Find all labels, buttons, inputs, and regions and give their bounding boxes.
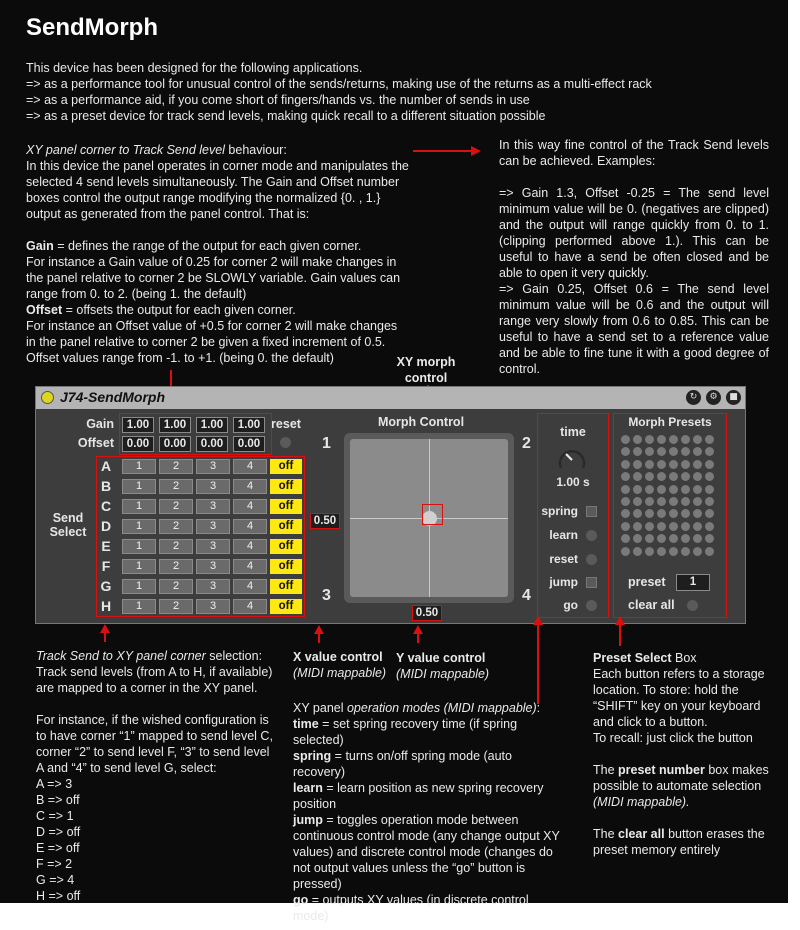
preset-slot-button[interactable] (633, 497, 642, 506)
preset-slot-button[interactable] (633, 534, 642, 543)
preset-slot-button[interactable] (705, 509, 714, 518)
mapping-line: H => off (36, 889, 81, 903)
preset-number-post: box makes possible to automate selection (593, 763, 769, 793)
right-example-1: => Gain 1.3, Offset -0.25 = The send level minimum value will be 0. (negatives are clipped) and the output will range quickly from 0. to 1. (clipping performed above 1.). This can be useful to have a send be often closed and be able to open it very quickly. (499, 186, 769, 280)
time-value: 1.00 s (556, 475, 590, 489)
preset-select-explanation (593, 650, 773, 858)
mode-key: jump (293, 813, 323, 827)
intro-line: => as a preset device for track send levels, making quick recall to a different situation possible (26, 109, 546, 123)
offset-box-3[interactable]: 0.00 (196, 436, 228, 452)
preset-slot-button[interactable] (645, 472, 654, 481)
preset-slot-button[interactable] (693, 447, 702, 456)
y-value-caption (396, 650, 506, 682)
preset-slot-button[interactable] (681, 522, 690, 531)
left-explanation (26, 142, 410, 366)
morph-presets-title: Morph Presets (628, 415, 712, 429)
preset-number-bold: preset number (618, 763, 705, 777)
preset-slot-button[interactable] (633, 485, 642, 494)
annotation-line (417, 633, 419, 643)
send-corner-button[interactable]: 2 (159, 539, 193, 554)
send-corner-button[interactable]: 2 (159, 459, 193, 474)
corner-1-label: 1 (322, 435, 331, 452)
send-corner-button[interactable]: 2 (159, 499, 193, 514)
preset-slot-button[interactable] (657, 497, 666, 506)
preset-slot-button[interactable] (645, 447, 654, 456)
preset-slot-button[interactable] (693, 522, 702, 531)
gain-box-4[interactable]: 1.00 (233, 417, 265, 433)
x-value-caption-sub: (MIDI mappable) (293, 666, 387, 680)
reset-label: reset (271, 417, 301, 431)
left-heading-italic: XY panel corner to Track Send level (26, 143, 225, 157)
corner-2-label: 2 (522, 435, 531, 452)
learn-label: learn (549, 528, 578, 542)
preset-slot-button[interactable] (657, 435, 666, 444)
preset-slot-button[interactable] (621, 447, 630, 456)
offset-box-2[interactable]: 0.00 (159, 436, 191, 452)
mapping-line: F => 2 (36, 857, 73, 871)
preset-slot-button[interactable] (621, 509, 630, 518)
send-corner-button[interactable]: 2 (159, 559, 193, 574)
send-row-label: E (101, 538, 111, 554)
preset-slot-button[interactable] (669, 509, 678, 518)
morph-control-title: Morph Control (377, 415, 465, 429)
track-send-rest: selection: (205, 649, 263, 663)
preset-slot-button[interactable] (693, 472, 702, 481)
mapping-line: E => off (36, 841, 80, 855)
clear-all-pre: The (593, 827, 619, 841)
right-example-2: => Gain 0.25, Offset 0.6 = The send level minimum value will be 0.6 and the output will range very slowly from 0.6 to 0.85. This can be useful to have a send set to a reference value and be able to fine tune it with a good degree of control. (499, 282, 769, 376)
preset-number-pre: The (593, 763, 619, 777)
time-label: time (560, 425, 586, 439)
gain-box-3[interactable]: 1.00 (196, 417, 228, 433)
sync-icon[interactable]: ⚙ (706, 390, 721, 405)
preset-slot-button[interactable] (621, 485, 630, 494)
clear-all-label: clear all (628, 598, 675, 612)
mapping-line: A => 3 (36, 777, 73, 791)
annotation-line (537, 624, 539, 704)
go-label: go (563, 598, 578, 612)
preset-slot-button[interactable] (681, 435, 690, 444)
preset-slot-button[interactable] (621, 472, 630, 481)
xy-morph-label-line1: XY morph (396, 355, 456, 369)
offset-label: Offset (77, 436, 114, 450)
offset-para: For instance an Offset value of +0.5 for corner 2 will make changes in the panel relative to corner 2 be given a fixed increment of 0.5. Offset values range from -1. to +1. (being 0. the default) (26, 319, 398, 365)
preset-slot-button[interactable] (633, 435, 642, 444)
preset-slot-button[interactable] (669, 522, 678, 531)
preset-slot-button[interactable] (645, 497, 654, 506)
offset-def: = offsets the output for each given corner. (62, 303, 296, 317)
send-select-label-line2: Select (49, 525, 87, 539)
save-icon[interactable]: ■ (726, 390, 741, 405)
preset-slot-button[interactable] (705, 485, 714, 494)
send-corner-button[interactable]: 3 (196, 459, 230, 474)
send-row-label: B (100, 478, 112, 494)
preset-select-rest: Box (671, 651, 697, 665)
power-button[interactable] (41, 391, 54, 404)
send-off-button[interactable]: off (270, 479, 302, 494)
clear-all-button[interactable] (687, 600, 698, 611)
learn-button[interactable] (586, 530, 597, 541)
send-corner-button[interactable]: 1 (122, 499, 156, 514)
preset-number-italic: (MIDI mappable). (593, 795, 690, 809)
annotation-line (104, 632, 106, 642)
preset-slot-button[interactable] (669, 547, 678, 556)
send-corner-button[interactable]: 4 (233, 479, 267, 494)
send-corner-button[interactable]: 1 (122, 479, 156, 494)
intro-text (26, 60, 766, 124)
preset-slot-button[interactable] (693, 509, 702, 518)
preset-slot-button[interactable] (645, 522, 654, 531)
preset-slot-button[interactable] (669, 460, 678, 469)
preset-grid (621, 435, 717, 561)
modes-heading-italic: operation modes (MIDI mappable) (346, 701, 537, 715)
send-corner-button[interactable]: 4 (233, 559, 267, 574)
preset-slot-button[interactable] (645, 534, 654, 543)
preset-slot-button[interactable] (681, 547, 690, 556)
preset-slot-button[interactable] (633, 447, 642, 456)
clear-all-bold: clear all (618, 827, 665, 841)
mode-desc: = toggles operation mode between continuous control mode (any change output XY values) and discrete control mode (changes do not output values unless the “go” button is pressed) (293, 813, 560, 891)
x-value-caption-title: X value control (293, 650, 383, 664)
preset-slot-button[interactable] (621, 435, 630, 444)
device-panel (35, 386, 746, 624)
modes-heading-pre: XY panel (293, 701, 347, 715)
gain-box-1[interactable]: 1.00 (122, 417, 154, 433)
preset-slot-button[interactable] (633, 547, 642, 556)
preset-slot-button[interactable] (705, 522, 714, 531)
preset-slot-button[interactable] (657, 447, 666, 456)
device-title: J74-SendMorph (60, 389, 166, 405)
send-corner-button[interactable]: 1 (122, 459, 156, 474)
annotation-line (413, 150, 473, 152)
send-corner-button[interactable]: 1 (122, 559, 156, 574)
preset-slot-button[interactable] (633, 522, 642, 531)
gain-box-2[interactable]: 1.00 (159, 417, 191, 433)
intro-line: => as a performance tool for unusual control of the sends/returns, making use of the returns as a multi-effect rack (26, 77, 652, 91)
modes-heading-post: : (536, 701, 541, 715)
send-row-label: C (100, 498, 112, 514)
preset-slot-button[interactable] (669, 497, 678, 506)
preset-slot-button[interactable] (621, 460, 630, 469)
send-corner-button[interactable]: 3 (196, 519, 230, 534)
preset-slot-button[interactable] (693, 547, 702, 556)
preset-slot-button[interactable] (705, 472, 714, 481)
send-corner-button[interactable]: 4 (233, 499, 267, 514)
preset-number-box[interactable]: 1 (676, 574, 710, 591)
send-row-label: A (100, 458, 112, 474)
clear-all-post: button erases the preset memory entirely (593, 827, 765, 857)
send-off-button[interactable]: off (270, 599, 302, 614)
preset-slot-button[interactable] (657, 460, 666, 469)
x-value-caption (293, 649, 393, 681)
preset-slot-button[interactable] (657, 485, 666, 494)
send-corner-button[interactable]: 2 (159, 519, 193, 534)
send-corner-button[interactable]: 1 (122, 519, 156, 534)
right-explanation (499, 137, 769, 377)
send-corner-button[interactable]: 4 (233, 579, 267, 594)
left-para1: In this device the panel operates in corner mode and manipulates the selected 4 send levels simultaneously. The Gain and Offset number boxes control the output range modifying the normalized {0. , 1.} output as generated from the panel control. That is: (26, 159, 409, 221)
annotation-arrow (471, 146, 481, 156)
device-titlebar (36, 387, 745, 409)
preset-slot-button[interactable] (669, 534, 678, 543)
send-corner-button[interactable]: 2 (159, 479, 193, 494)
send-corner-button[interactable]: 1 (122, 579, 156, 594)
x-value-box[interactable]: 0.50 (310, 513, 340, 529)
send-corner-button[interactable]: 3 (196, 599, 230, 614)
intro-line: => as a performance aid, if you come short of fingers/hands vs. the number of sends in use (26, 93, 530, 107)
xy-morph-label-line2: control (404, 371, 448, 385)
send-corner-button[interactable]: 1 (122, 599, 156, 614)
time-dial-icon[interactable] (556, 443, 588, 475)
send-corner-button[interactable]: 3 (196, 579, 230, 594)
send-row-label: D (100, 518, 112, 534)
spring-label: spring (541, 504, 578, 518)
send-row-label: G (100, 578, 112, 594)
track-send-italic: Track Send to XY panel corner (36, 649, 206, 663)
reset2-label: reset (549, 552, 578, 566)
preset-slot-button[interactable] (705, 435, 714, 444)
mode-desc: = turns on/off spring mode (auto recovery) (293, 749, 512, 779)
preset-slot-button[interactable] (657, 547, 666, 556)
hotswap-icon[interactable]: ↻ (686, 390, 701, 405)
preset-slot-button[interactable] (657, 472, 666, 481)
y-value-caption-sub: (MIDI mappable) (396, 667, 490, 681)
gain-term: Gain (26, 239, 54, 253)
send-off-button[interactable]: off (270, 499, 302, 514)
preset-select-bold: Preset Select (593, 651, 672, 665)
track-send-para: Track send levels (from A to H, if available) are mapped to a corner in the XY panel. (36, 665, 273, 695)
send-row-label: H (100, 598, 112, 614)
mode-key: spring (293, 749, 332, 763)
preset-slot-button[interactable] (681, 472, 690, 481)
preset-slot-button[interactable] (681, 534, 690, 543)
jump-label: jump (549, 575, 578, 589)
send-off-button[interactable]: off (270, 559, 302, 574)
send-corner-button[interactable]: 4 (233, 459, 267, 474)
preset-slot-button[interactable] (645, 435, 654, 444)
mapping-line: G => 4 (36, 873, 75, 887)
preset-slot-button[interactable] (705, 534, 714, 543)
corner-3-label: 3 (322, 587, 331, 604)
offset-box-1[interactable]: 0.00 (122, 436, 154, 452)
preset-slot-button[interactable] (693, 460, 702, 469)
send-off-button[interactable]: off (270, 459, 302, 474)
preset-slot-button[interactable] (693, 435, 702, 444)
gain-para: For instance a Gain value of 0.25 for corner 2 will make changes in the panel relative to corner 2 be SLOWLY variable. Gain values can range from 0. to 2. (being 1. the default) (26, 255, 401, 301)
preset-select-para: Each button refers to a storage location. To store: hold the “SHIFT” key on your keyboard and click to a button. (593, 667, 765, 729)
go-button[interactable] (586, 600, 597, 611)
preset-slot-button[interactable] (705, 497, 714, 506)
right-para1: In this way fine control of the Track Send levels can be achieved. Examples: (499, 138, 769, 168)
preset-slot-button[interactable] (633, 460, 642, 469)
annotation-line (619, 624, 621, 646)
preset-slot-button[interactable] (621, 534, 630, 543)
mapping-line: B => off (36, 793, 80, 807)
mode-key: go (293, 893, 309, 907)
preset-slot-button[interactable] (669, 472, 678, 481)
left-heading-rest: behaviour: (224, 143, 287, 157)
send-corner-button[interactable]: 3 (196, 499, 230, 514)
preset-slot-button[interactable] (669, 435, 678, 444)
reset-position-button[interactable] (586, 554, 597, 565)
annotation-box (422, 504, 443, 525)
mode-desc: = set spring recovery time (if spring selected) (293, 717, 518, 747)
preset-slot-button[interactable] (645, 485, 654, 494)
preset-slot-button[interactable] (681, 460, 690, 469)
send-corner-button[interactable]: 3 (196, 479, 230, 494)
gain-def: = defines the range of the output for each given corner. (53, 239, 362, 253)
preset-slot-button[interactable] (645, 460, 654, 469)
mode-desc: = outputs XY values (in discrete control mode) (293, 893, 529, 923)
mode-desc: = learn position as new spring recovery position (293, 781, 544, 811)
send-corner-button[interactable]: 3 (196, 559, 230, 574)
send-off-button[interactable]: off (270, 579, 302, 594)
track-send-explanation (36, 648, 276, 904)
operation-modes-explanation (293, 700, 563, 924)
preset-slot-button[interactable] (633, 472, 642, 481)
preset-slot-button[interactable] (693, 534, 702, 543)
y-value-caption-title: Y value control (396, 651, 486, 665)
preset-slot-button[interactable] (645, 509, 654, 518)
preset-slot-button[interactable] (657, 522, 666, 531)
preset-slot-button[interactable] (657, 534, 666, 543)
preset-slot-button[interactable] (693, 497, 702, 506)
preset-slot-button[interactable] (681, 497, 690, 506)
preset-slot-button[interactable] (705, 447, 714, 456)
mapping-line: C => 1 (36, 809, 74, 823)
corner-4-label: 4 (522, 587, 531, 604)
send-corner-button[interactable]: 3 (196, 539, 230, 554)
preset-slot-button[interactable] (705, 547, 714, 556)
preset-slot-button[interactable] (681, 509, 690, 518)
preset-label: preset (628, 575, 666, 589)
preset-slot-button[interactable] (657, 509, 666, 518)
preset-slot-button[interactable] (645, 547, 654, 556)
gain-label: Gain (86, 417, 114, 431)
send-corner-button[interactable]: 1 (122, 539, 156, 554)
preset-slot-button[interactable] (669, 485, 678, 494)
send-select-label-line1: Send (52, 511, 84, 525)
send-corner-button[interactable]: 4 (233, 599, 267, 614)
preset-slot-button[interactable] (705, 460, 714, 469)
offset-box-4[interactable]: 0.00 (233, 436, 265, 452)
send-corner-button[interactable]: 4 (233, 519, 267, 534)
annotation-line (318, 633, 320, 643)
preset-slot-button[interactable] (681, 485, 690, 494)
mapping-line: D => off (36, 825, 81, 839)
xy-morph-label (376, 354, 476, 386)
send-corner-button[interactable]: 4 (233, 539, 267, 554)
preset-slot-button[interactable] (633, 509, 642, 518)
mode-key: learn (293, 781, 323, 795)
reset-button[interactable] (280, 437, 291, 448)
send-corner-button[interactable]: 2 (159, 579, 193, 594)
annotation-box (119, 413, 272, 455)
preset-recall: To recall: just click the button (593, 731, 753, 745)
preset-slot-button[interactable] (621, 497, 630, 506)
send-corner-button[interactable]: 2 (159, 599, 193, 614)
page-title: SendMorph (26, 14, 158, 41)
jump-toggle[interactable] (586, 577, 597, 588)
send-off-button[interactable]: off (270, 539, 302, 554)
send-select-label (48, 511, 88, 539)
send-row-label: F (101, 558, 111, 574)
preset-slot-button[interactable] (621, 547, 630, 556)
mode-key: time (293, 717, 319, 731)
y-value-box[interactable]: 0.50 (412, 605, 442, 621)
preset-slot-button[interactable] (681, 447, 690, 456)
spring-toggle[interactable] (586, 506, 597, 517)
offset-term: Offset (26, 303, 63, 317)
preset-slot-button[interactable] (669, 447, 678, 456)
preset-slot-button[interactable] (621, 522, 630, 531)
send-off-button[interactable]: off (270, 519, 302, 534)
preset-slot-button[interactable] (693, 485, 702, 494)
intro-line: This device has been designed for the following applications. (26, 61, 363, 75)
instance-para: For instance, if the wished configuration is to have corner “1” mapped to send level C, corner “2” to send level F, “3” to send level A and “4” to send level G, select: (36, 713, 273, 775)
